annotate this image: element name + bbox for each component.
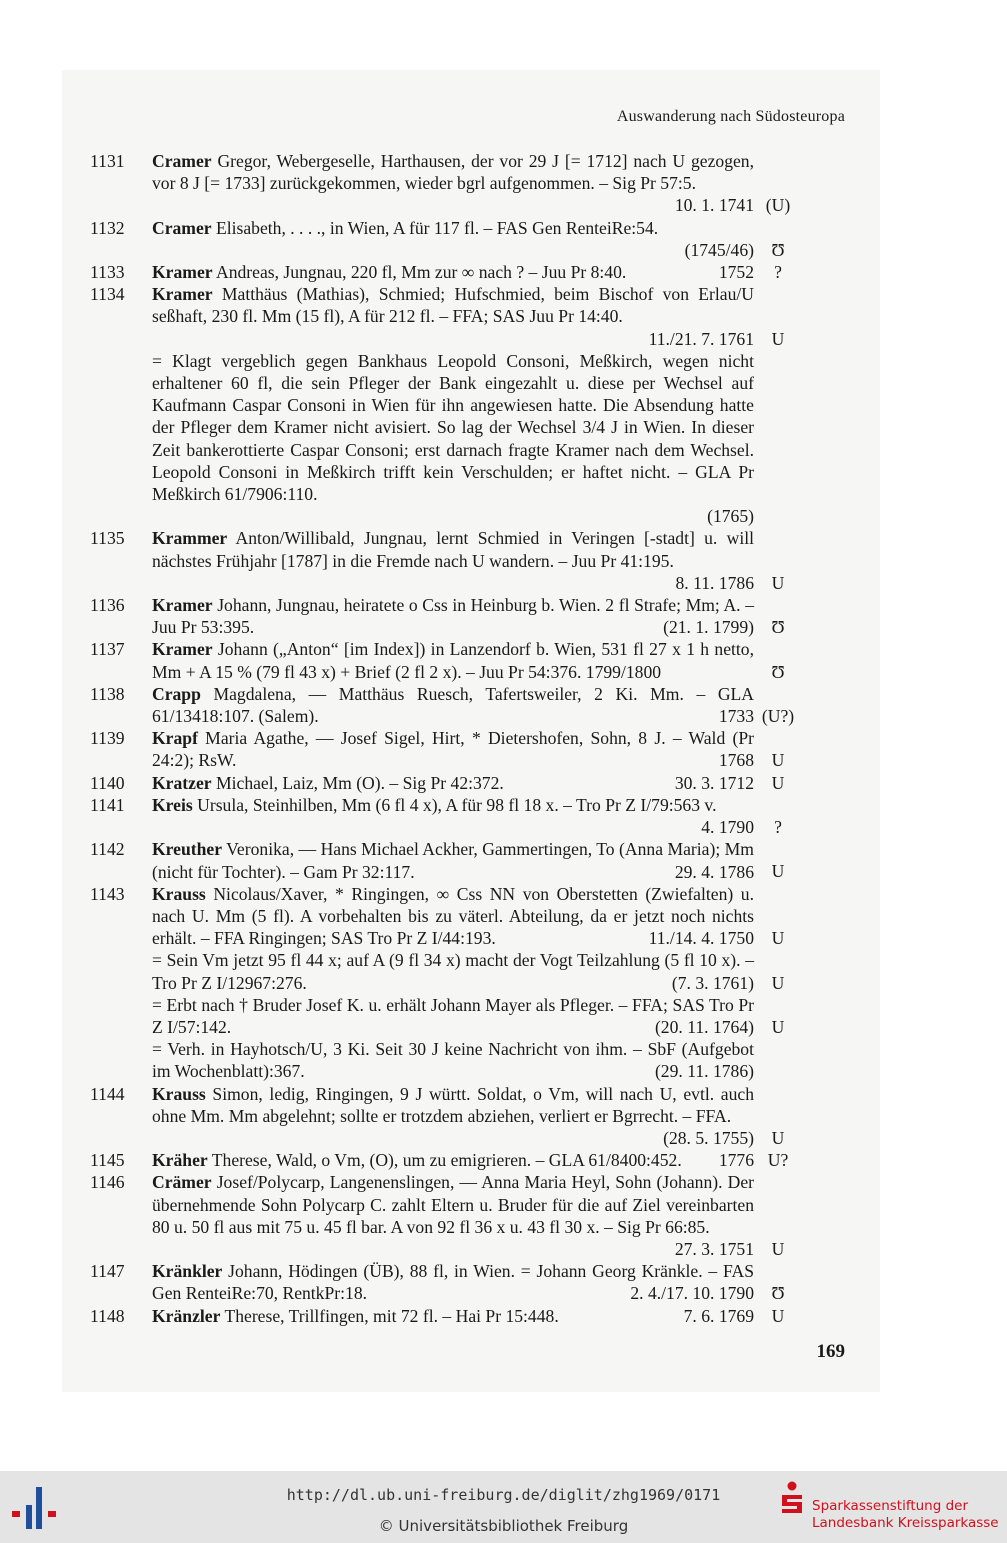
entry-number: 1135 [90,528,125,549]
entry-date: (21. 1. 1799) [663,617,754,638]
entry-status: U [771,928,785,949]
sparkasse-logo-icon [779,1481,805,1513]
entry-text-block [152,1171,754,1260]
entry-status: Ʊ [771,239,785,260]
entry-sub-date: (20. 11. 1764) [654,1016,754,1037]
entry-sub-status: U [771,972,785,993]
entry-sub-status: U [771,1016,785,1037]
entry-status: U [771,1127,785,1148]
entry-number: 1147 [90,1261,125,1282]
sponsor-line-2: Landesbank Kreissparkasse [812,1515,999,1531]
entry-text-block [152,217,754,261]
entry-1137 [90,638,850,682]
entry-1145 [90,1149,850,1171]
entry-name: Kreuther [152,839,223,860]
entry-text-block [152,594,754,638]
entry-date: 1768 [718,750,754,771]
entry-name: Krauss [152,1083,206,1104]
entry-date: (1745/46) [684,239,754,260]
entry-text-block [152,261,754,283]
entry-number: 1134 [90,284,125,305]
entry-number: 1133 [90,262,125,283]
entry-status-column [758,594,798,638]
entry-text-block [152,727,754,771]
entry-status-column [758,772,798,794]
entry-number: 1148 [90,1305,125,1326]
entry-text-block [152,683,754,727]
entry-1143 [90,883,850,950]
entry-text-block [152,838,754,882]
entry-text: Therese, Wald, o Vm, (O), um zu emigrieren. – GLA 61/8400:452. [207,1150,682,1171]
entry-number: 1142 [90,839,125,860]
entry-sub-date: (29. 11. 1786) [654,1061,754,1082]
entry-name: Krapf [152,728,198,749]
entry-1142 [90,838,850,882]
entry-status-column [758,1305,798,1327]
entry-status: U [771,1305,785,1326]
entry-text: Maria Agathe, –– Josef Sigel, Hirt, * Dietershofen, Sohn, 8 J. – Wald (Pr 24:2); RsW. [152,728,754,771]
entry-number: 1138 [90,683,125,704]
entry-text-block [152,772,754,794]
entry-date: 27. 3. 1751 [674,1238,754,1259]
entry-status-column [758,150,798,217]
entry-1143-sub-1 [90,949,850,993]
entry-sub-date: (7. 3. 1761) [671,972,754,993]
entry-text: Johann, Jungnau, heiratete o Css in Heinburg b. Wien. 2 fl Strafe; Mm; A. – Juu Pr 53:395. [152,595,754,638]
entry-text-block [152,794,754,838]
entry-text-block [152,883,754,950]
entry-1133 [90,261,850,283]
entry-status: U [771,750,785,771]
entry-number: 1132 [90,217,125,238]
entry-text-block [152,1260,754,1304]
entry-text: Johann, Hödingen (ÜB), 88 fl, in Wien. = Johann Georg Kränkle. – FAS Gen RenteiRe:70, RentkPr:18. [152,1261,754,1304]
entry-text-block [152,1038,754,1082]
entry-status-column [758,283,798,350]
entry-status: Ʊ [771,661,785,682]
entry-status-column [758,794,798,838]
entry-status: ? [774,817,782,838]
entry-status-column [758,1260,798,1304]
entry-list [90,150,850,1327]
entry-date: 10. 1. 1741 [674,195,754,216]
entry-name: Kramer [152,262,213,283]
entry-text: Magdalena, –– Matthäus Ruesch, Tafertsweiler, 2 Ki. Mm. – GLA 61/13418:107. (Salem). [152,683,754,727]
entry-date: 1776 [718,1150,754,1171]
entry-1146 [90,1171,850,1260]
page-number: 169 [816,1341,845,1362]
entry-status: ? [774,262,782,283]
entry-1132 [90,217,850,261]
entry-number: 1146 [90,1172,125,1193]
entry-number: 1145 [90,1150,125,1171]
entry-1140 [90,772,850,794]
entry-number: 1144 [90,1083,125,1104]
entry-status-column [758,1083,798,1150]
sponsor-text[interactable] [812,1498,999,1532]
entry-text-block [152,283,754,527]
entry-name: Cramer [152,217,212,238]
entry-number: 1141 [90,794,125,815]
entry-date: 1752 [718,262,754,283]
entry-number: 1131 [90,151,125,171]
entry-status-column [758,638,798,682]
entry-date: (28. 5. 1755) [663,1127,754,1148]
running-head: Auswanderung nach Südosteuropa [616,108,845,125]
entry-1136 [90,594,850,638]
entry-text: Nicolaus/Xaver, * Ringingen, ∞ Css NN von Oberstetten (Zwiefalten) u. nach U. Mm (5 fl). A vorbehalten bis zu väterl. Abteilung, da er jetzt noch nichts erhält. – FFA Ringingen; SAS Tro Pr Z I/44:193. [152,883,754,949]
entry-name: Kramer [152,284,213,305]
copyright-notice: © Universitätsbibliothek Freiburg [378,1517,629,1535]
entry-text: Gregor, Webergeselle, Harthausen, der vor 29 J [= 1712] nach U gezogen, vor 8 J [= 1733] zurückgekommen, wieder bgrl aufgenommen. – Sig Pr 57:5. [152,151,754,194]
entry-status-column [758,838,798,882]
permalink-url[interactable]: http://dl.ub.uni-freiburg.de/diglit/zhg1969/0171 [286,1486,721,1504]
entry-text-block [152,1305,754,1327]
entry-status-column [758,994,798,1038]
entry-1144 [90,1083,850,1150]
entry-text-block [152,1083,754,1150]
entry-1141 [90,794,850,838]
entry-text: Michael, Laiz, Mm (O). – Sig Pr 42:372. [211,772,504,793]
entry-name: Kränzler [152,1305,221,1326]
entry-text: Simon, ledig, Ringingen, 9 J württ. Soldat, o Vm, will nach U, evtl. auch ohne Mm. Mm abgelehnt; sollte er trotzdem abziehen, verliert er Bgrrecht. – FFA. [152,1083,754,1126]
entry-text-block [152,150,754,217]
entry-name: Kreis [152,794,193,815]
entry-name: Cramer [152,151,212,171]
entry-status-column [758,1149,798,1171]
entry-name: Krauss [152,883,206,904]
entry-name: Crämer [152,1172,212,1193]
entry-status: U [771,861,785,882]
entry-1134 [90,283,850,527]
entry-status-column [758,217,798,261]
entry-status-column [758,949,798,993]
entry-text: Andreas, Jungnau, 220 fl, Mm zur ∞ nach ? – Juu Pr 8:40. [212,262,627,283]
entry-date: 1799/1800 [585,661,662,682]
entry-name: Kratzer [152,772,212,793]
entry-text-block [152,527,754,594]
entry-date: 11./14. 4. 1750 [648,928,754,949]
entry-date: 29. 4. 1786 [674,861,754,882]
viewer-footer [0,1471,1007,1543]
entry-date: 11./21. 7. 1761 [648,328,754,349]
entry-1148 [90,1305,850,1327]
entry-1131 [90,150,850,217]
entry-text-block [152,1149,754,1171]
entry-text: Ursula, Steinhilben, Mm (6 fl 4 x), A für 98 fl 18 x. – Tro Pr Z I/79:563 v. [192,794,717,815]
entry-name: Kramer [152,595,213,616]
entry-date: 8. 11. 1786 [675,572,754,593]
entry-text: Veronika, –– Hans Michael Ackher, Gammertingen, To (Anna Maria); Mm (nicht für Tochter). – Gam Pr 32:117. [152,839,754,882]
entry-status: U? [767,1150,789,1171]
entry-status: U [771,1238,785,1259]
entry-number: 1143 [90,883,125,904]
entry-status-column [758,261,798,283]
entry-status: U [771,572,785,593]
entry-text-block [152,994,754,1038]
entry-continuation-date: (1765) [707,506,754,527]
entry-status: (U?) [761,706,795,727]
entry-text: Therese, Trillfingen, mit 72 fl. – Hai Pr 15:448. [220,1305,559,1326]
entry-number: 1137 [90,639,125,660]
entry-status-column [758,727,798,771]
entry-sub-text: = Verh. in Hayhotsch/U, 3 Ki. Seit 30 J keine Nachricht von ihm. – SbF (Aufgebot im Wochenblatt):367. [152,1039,754,1082]
entry-status: U [771,772,785,793]
entry-date: 7. 6. 1769 [683,1305,754,1326]
entry-status: U [771,328,785,349]
sponsor-line-1: Sparkassenstiftung der [812,1498,969,1514]
entry-text-block [152,638,754,682]
entry-text: Matthäus (Mathias), Schmied; Hufschmied, beim Bischof von Erlau/U seßhaft, 230 fl. Mm (15 fl), A für 212 fl. – FFA; SAS Juu Pr 14:40. [152,284,754,327]
entry-1135 [90,527,850,594]
entry-text: Anton/Willibald, Jungnau, lernt Schmied in Veringen [-stadt] u. will nächstes Frühjahr [1787] in die Fremde nach U wandern. – Juu Pr 41:195. [152,528,754,571]
entry-date: 30. 3. 1712 [674,772,754,793]
entry-1143-sub-2 [90,994,850,1038]
entry-text: Johann („Anton“ [im Index]) in Lanzendorf b. Wien, 531 fl 27 x 1 h netto, Mm + A 15 % (79 fl 43 x) + Brief (2 fl 2 x). – Juu Pr 54:376. [152,639,754,682]
entry-name: Kränkler [152,1261,223,1282]
entry-continuation: = Klagt vergeblich gegen Bankhaus Leopold Consoni, Meßkirch, wegen nicht erhaltener 60 fl, die sein Pfleger der Bank eingezahlt u. diese per Wechsel auf Kaufmann Caspar Consoni in Wien für ihn angewiesen hatte. Die Absendung hatte der Pfleger dem Kramer nicht avisiert. So lag der Wechsel 3/4 J in Wien. In dieser Zeit bankerottierte Caspar Consoni; erst darnach fragte Kramer nach dem Wechsel. Leopold Consoni in Meßkirch trifft kein Verschulden; er haftet nicht. – GLA Pr Meßkirch 61/7906:110. [152,350,754,505]
entry-status-column [758,683,798,727]
entry-date: 2. 4./17. 10. 1790 [630,1283,754,1304]
entry-sub-text: = Sein Vm jetzt 95 fl 44 x; auf A (9 fl 34 x) macht der Vogt Teilzahlung (5 fl 10 x). – Tro Pr Z I/12967:276. [152,950,754,993]
entry-status-column [758,1171,798,1260]
entry-name: Krammer [152,528,228,549]
entry-number: 1139 [90,728,125,749]
entry-status: (U) [765,195,791,216]
entry-text: Josef/Polycarp, Langenenslingen, –– Anna Maria Heyl, Sohn (Johann). Der übernehmende Sohn Polycarp C. zahlt Eltern u. Bruder für die auf Ziel vereinbarten 80 u. 50 fl aus mit 75 u. 45 fl bar. A von 92 fl 36 x u. 43 fl 30 x. – Sig Pr 66:85. [152,1172,754,1237]
entry-status-column [758,527,798,594]
entry-1139 [90,727,850,771]
entry-status: Ʊ [771,1283,785,1304]
entry-number: 1136 [90,595,125,616]
entry-name: Kramer [152,639,213,660]
entry-1143-sub-3 [90,1038,850,1082]
entry-date: 1733 [718,706,754,727]
entry-1147 [90,1260,850,1304]
entry-text-block [152,949,754,993]
entry-number: 1140 [90,772,125,793]
entry-status: Ʊ [771,617,785,638]
entry-status-column [758,883,798,950]
entry-1138 [90,683,850,727]
entry-name: Kräher [152,1150,208,1171]
entry-sub-text: = Erbt nach † Bruder Josef K. u. erhält Johann Mayer als Pfleger. – FFA; SAS Tro Pr Z I/57:142. [152,994,754,1037]
entry-name: Crapp [152,683,201,704]
entry-text: Elisabeth, . . . ., in Wien, A für 117 fl. – FAS Gen RenteiRe:54. [211,217,659,238]
entry-date: 4. 1790 [701,817,754,838]
